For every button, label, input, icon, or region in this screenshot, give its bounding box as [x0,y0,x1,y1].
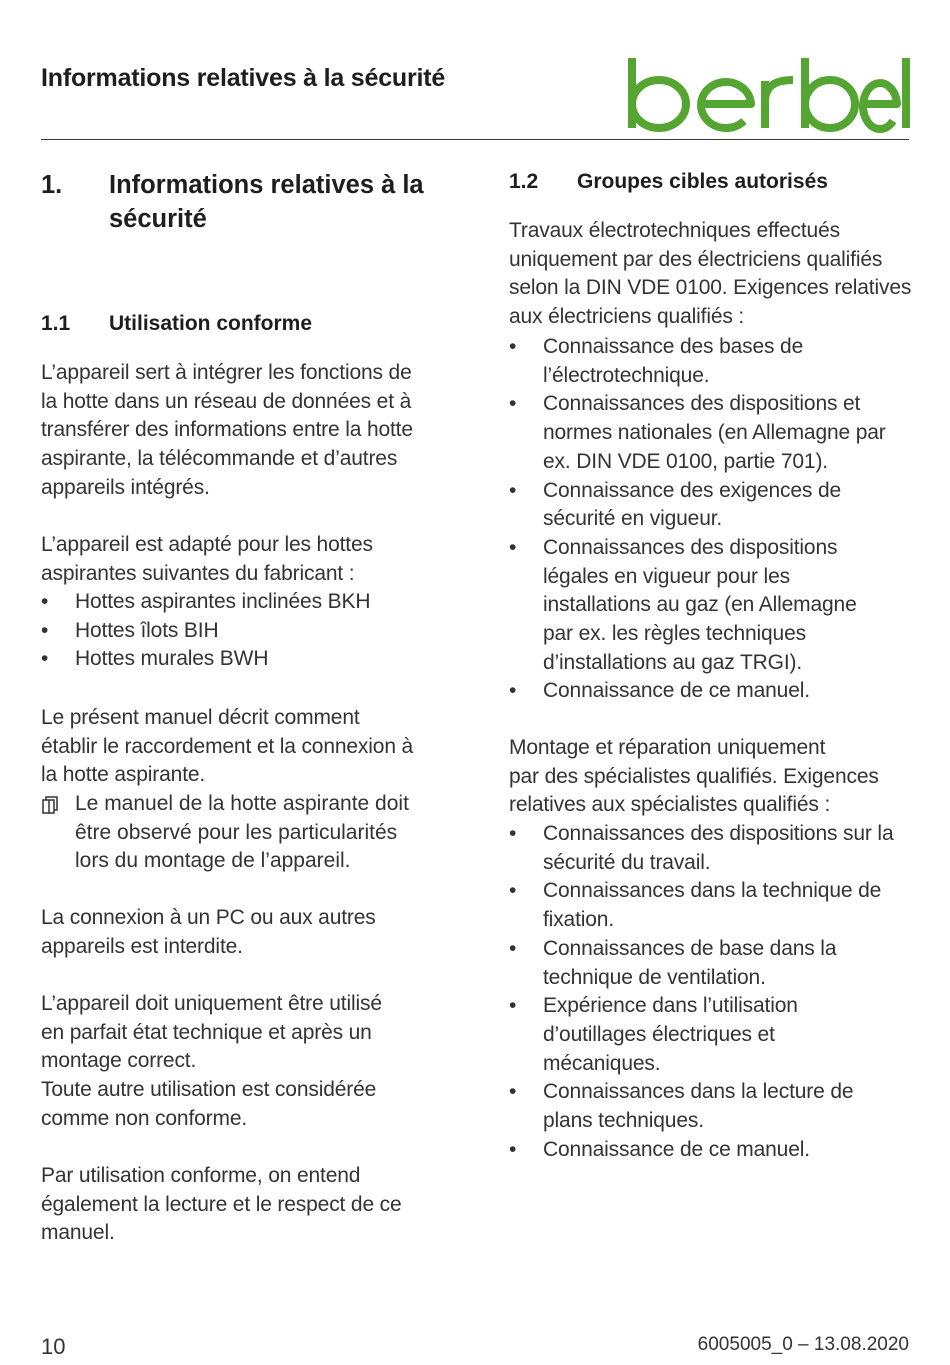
list-item-text: plans techniques. [543,1109,704,1133]
text-line: par des spécialistes qualifiés. Exigences [509,764,879,788]
subsection-title: Groupes cibles autorisés [577,170,828,193]
list-item-text: sécurité du travail. [543,850,711,874]
bullet-icon: • [509,1080,517,1104]
bullet-icon: • [509,392,517,416]
text-line: relatives aux spécialistes qualifiés : [509,793,831,817]
list-item-text: par ex. les règles techniques [543,622,806,646]
text-line: aspirante, la télécommande et d’autres [41,447,398,471]
list-item [41,645,370,674]
paragraph [41,704,413,790]
list-item-text: Connaissances dans la technique de [543,879,882,903]
subsection-number: 1.1 [41,312,71,335]
list-item-text: Hottes murales BWH [75,647,269,671]
list-item-text: Connaissance des bases de [543,335,804,358]
text-line: Le présent manuel décrit comment [41,706,360,729]
list-item [509,877,893,934]
text-line: Le manuel de la hotte aspirante doit [75,792,409,815]
list-item-text: d’outillages électriques et [543,1022,775,1046]
document-reference: 6005005_0 – 13.08.2020 [697,1334,909,1355]
bullet-icon: • [509,679,517,703]
text-line: L’appareil doit uniquement être utilisé [41,992,382,1015]
list-item-text: Connaissances des dispositions et [543,392,861,416]
manual-note [41,790,409,876]
manual-reference-icon [41,795,61,815]
list-item-text: installations au gaz (en Allemagne [543,593,857,617]
list-item [509,1078,893,1135]
text-line: aspirantes suivantes du fabricant : [41,561,355,585]
bullet-icon: • [41,590,49,613]
bullet-icon: • [509,1137,517,1161]
list-item [509,477,886,534]
bullet-icon: • [509,335,517,358]
list-item [509,390,886,476]
list-item-text: légales en vigueur pour les [543,564,790,588]
bullet-list [509,820,893,1164]
berbel-logo [625,48,911,138]
text-line: Montage et réparation uniquement [509,736,826,759]
paragraph [509,217,911,332]
list-item [509,534,886,678]
subsection-number: 1.2 [509,170,539,193]
bullet-icon: • [509,994,517,1018]
section-title-line: Informations relatives à la [109,171,424,199]
header-rule [41,139,909,140]
text-line: également la lecture et le respect de ce [41,1192,402,1216]
text-line: établir le raccordement et la connexion à [41,734,414,758]
list-item-text: Connaissances dans la lecture de [543,1080,854,1104]
list-item [509,992,893,1078]
list-item-text: Hottes îlots BIH [75,618,219,642]
bullet-list [509,333,886,706]
list-item-text: fixation. [543,908,615,932]
text-line: selon la DIN VDE 0100. Exigences relatives [509,276,912,300]
list-item-text: technique de ventilation. [543,965,766,989]
section-title-line: sécurité [109,205,207,233]
list-item-text: Connaissance de ce manuel. [543,1137,810,1161]
list-item [509,1136,893,1165]
text-line: aux électriciens qualifiés : [509,305,745,329]
list-item-text: Connaissances de base dans la [543,936,837,960]
bullet-icon: • [509,879,517,903]
text-line: manuel. [41,1221,115,1245]
list-item-text: normes nationales (en Allemagne par [543,421,886,445]
list-item-text: mécaniques. [543,1051,661,1075]
page-number: 10 [41,1334,66,1359]
paragraph [41,359,413,503]
list-item-text: sécurité en vigueur. [543,507,723,531]
list-item-text: Connaissances des dispositions [543,535,838,559]
bullet-icon: • [509,936,517,960]
paragraph [41,990,382,1134]
text-line: Travaux électrotechniques effectués [509,219,840,242]
list-item-text: Hottes aspirantes inclinées BKH [75,590,371,613]
list-item [41,617,370,646]
list-item-text: Connaissances des dispositions sur la [543,822,894,845]
list-item-text: l’électrotechnique. [543,363,710,387]
text-line: appareils est interdite. [41,934,243,958]
text-line: uniquement par des électriciens qualifiés [509,247,883,271]
list-item-text: ex. DIN VDE 0100, partie 701). [543,449,828,473]
bullet-icon: • [41,618,49,642]
running-header: Informations relatives à la sécurité [41,64,446,92]
text-line: L’appareil sert à intégrer les fonctions de [41,361,412,384]
text-line: comme non conforme. [41,1106,248,1130]
list-item-text: Expérience dans l’utilisation [543,994,798,1018]
list-item [509,333,886,390]
list-item [509,820,893,877]
bullet-icon: • [509,478,517,502]
text-line: transférer des informations entre la hotte [41,418,413,442]
list-item [41,588,370,617]
text-line: lors du montage de l’appareil. [75,849,351,873]
text-line: L’appareil est adapté pour les hottes [41,533,373,556]
list-item [509,935,893,992]
subsection-title: Utilisation conforme [109,312,313,335]
list-item [509,677,886,706]
paragraph [41,531,373,588]
text-line: Toute autre utilisation est considérée [41,1078,377,1102]
text-line: montage correct. [41,1049,197,1073]
text-line: Par utilisation conforme, on entend [41,1164,361,1187]
text-line: être observé pour les particularités [75,820,398,844]
bullet-icon: • [509,822,517,845]
bullet-icon: • [41,647,49,671]
paragraph [41,1162,402,1248]
text-line: appareils intégrés. [41,475,210,499]
paragraph [41,904,376,961]
text-line: La connexion à un PC ou aux autres [41,906,376,929]
bullet-list [41,588,370,674]
list-item-text: d’installations au gaz TRGI). [543,650,803,674]
list-item-text: Connaissance de ce manuel. [543,679,810,703]
bullet-icon: • [509,535,517,559]
section-number: 1. [41,171,63,199]
text-line: la hotte dans un réseau de données et à [41,389,412,413]
paragraph [509,734,879,820]
list-item-text: Connaissance des exigences de [543,478,842,502]
text-line: la hotte aspirante. [41,763,206,787]
text-line: en parfait état technique et après un [41,1020,372,1044]
